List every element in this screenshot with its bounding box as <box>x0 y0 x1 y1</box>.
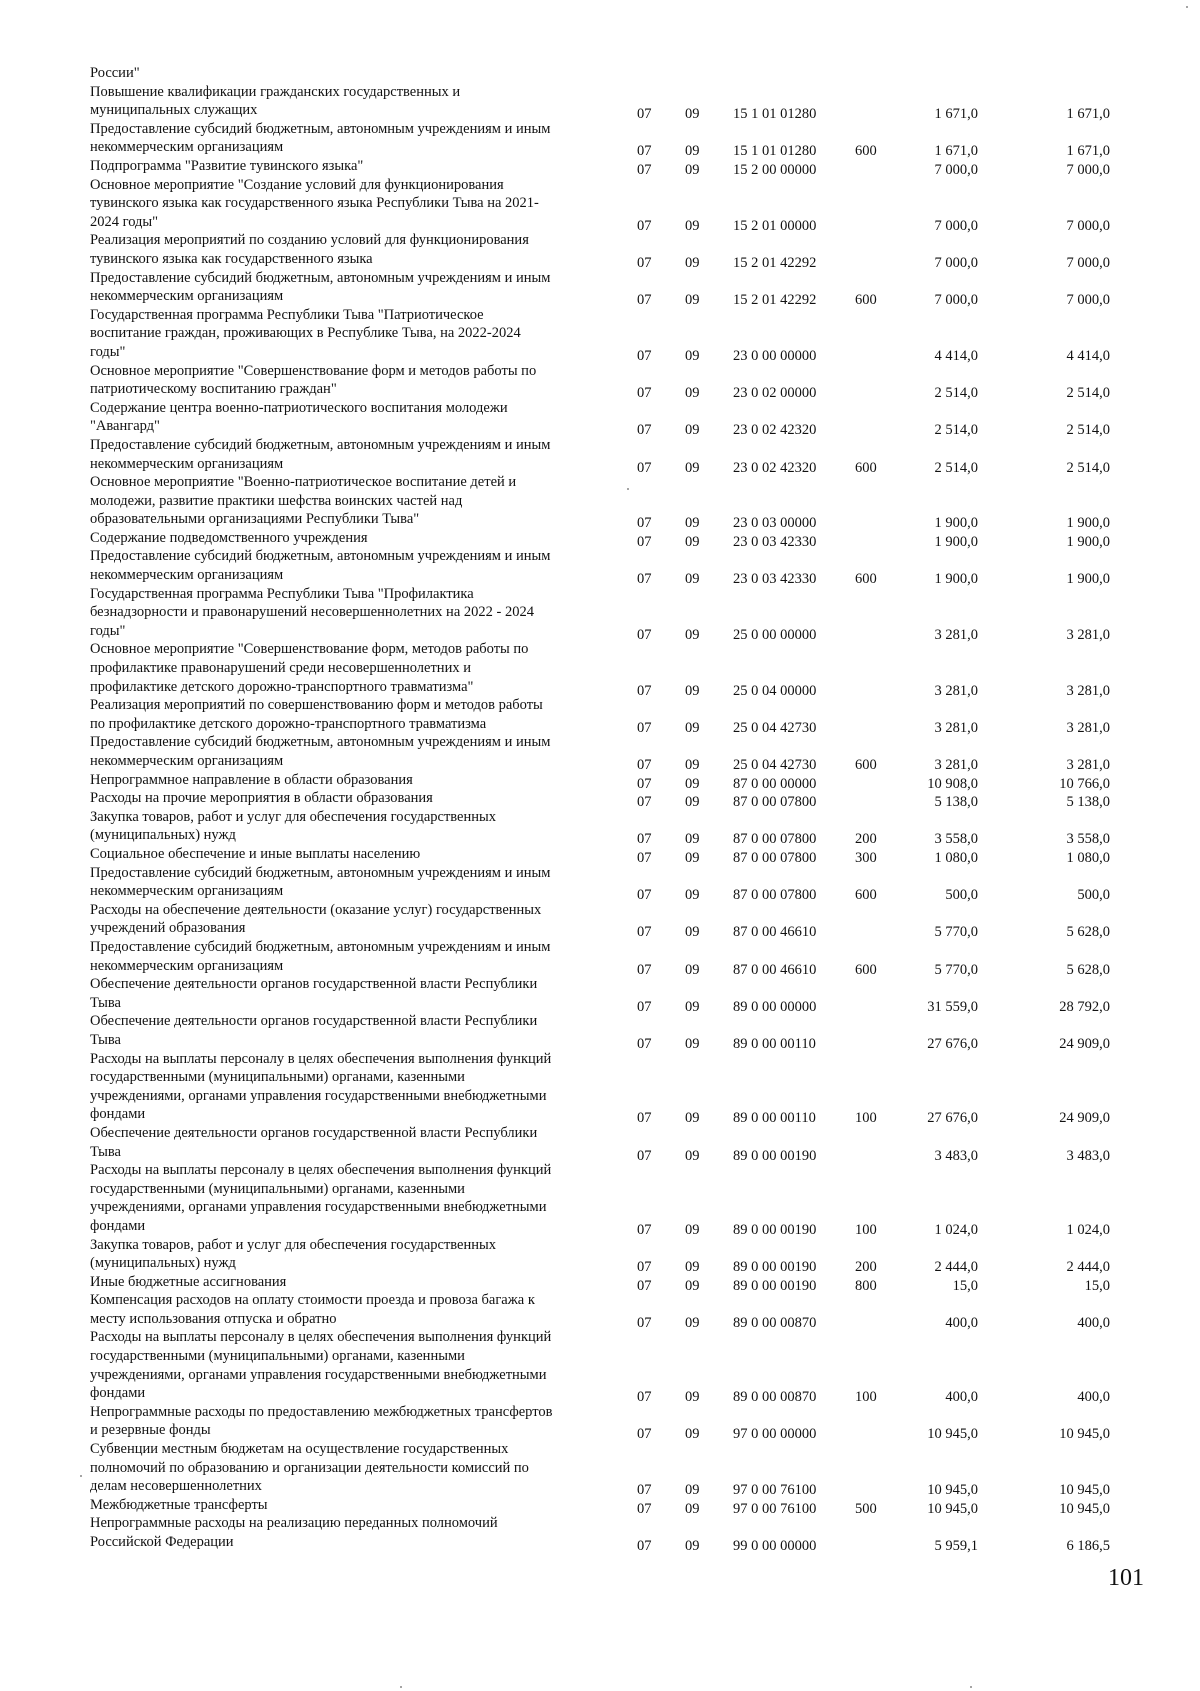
amount-year-2: 4 414,0 <box>1066 347 1110 364</box>
amount-year-1: 2 444,0 <box>934 1259 978 1276</box>
section-code: 07 <box>637 887 652 904</box>
subsection-code: 09 <box>685 626 700 643</box>
subsection-code: 09 <box>685 1147 700 1164</box>
subsection-code: 09 <box>685 887 700 904</box>
subsection-code: 09 <box>685 515 700 532</box>
table-row <box>0 83 1200 123</box>
row-name: Закупка товаров, работ и услуг для обеспечения государственных (муниципальных) нужд <box>90 808 497 844</box>
section-code: 07 <box>637 961 652 978</box>
amount-year-2: 3 281,0 <box>1066 626 1110 643</box>
subsection-code: 09 <box>685 571 700 588</box>
amount-year-1: 5 770,0 <box>934 961 978 978</box>
amount-year-1: 1 900,0 <box>934 533 978 550</box>
amount-year-2: 28 792,0 <box>1059 998 1110 1015</box>
table-row <box>0 1161 1200 1238</box>
target-article-code: 87 0 00 07800 <box>733 850 817 867</box>
row-name: Основное мероприятие "Совершенствование форм, методов работы по профилактике правонарушений среди несовершеннолетних и профилактике детского дорожно-транспортного травматизма" <box>90 641 529 695</box>
target-article-code: 89 0 00 00110 <box>733 1110 816 1127</box>
amount-year-2: 5 628,0 <box>1066 924 1110 941</box>
section-code: 07 <box>637 385 652 402</box>
target-article-code: 25 0 04 42730 <box>733 719 817 736</box>
table-row <box>0 473 1200 532</box>
subsection-code: 09 <box>685 961 700 978</box>
table-row <box>0 789 1200 811</box>
target-article-code: 97 0 00 76100 <box>733 1482 817 1499</box>
subsection-code: 09 <box>685 1221 700 1238</box>
row-name: Непрограммное направление в области образования <box>90 771 413 788</box>
expense-type-code: 300 <box>855 850 877 867</box>
table-row <box>0 157 1200 176</box>
table-row <box>0 120 1200 160</box>
page-number: 101 <box>1108 1565 1144 1591</box>
amount-year-1: 2 514,0 <box>934 385 978 402</box>
section-code: 07 <box>637 533 652 550</box>
target-article-code: 23 0 02 00000 <box>733 385 817 402</box>
table-row <box>0 1328 1200 1406</box>
row-name: Реализация мероприятий по совершенствованию форм и методов работы по профилактике детского дорожно-транспортного травматизма <box>90 697 543 732</box>
amount-year-2: 1 900,0 <box>1066 515 1110 532</box>
section-code: 07 <box>637 1110 652 1127</box>
section-code: 07 <box>637 1389 652 1406</box>
table-row <box>0 585 1200 641</box>
subsection-code: 09 <box>685 1277 700 1294</box>
subsection-code: 09 <box>685 924 700 941</box>
amount-year-1: 27 676,0 <box>927 1110 978 1127</box>
section-code: 07 <box>637 1426 652 1443</box>
amount-year-2: 3 281,0 <box>1066 682 1110 699</box>
row-name: Содержание центра военно-патриотического воспитания молодежи "Авангард" <box>90 399 508 435</box>
expense-type-code: 100 <box>855 1389 877 1406</box>
table-row <box>0 771 1200 790</box>
subsection-code: 09 <box>685 1259 700 1276</box>
expense-type-code: 600 <box>855 571 877 588</box>
amount-year-1: 5 959,1 <box>934 1538 978 1555</box>
target-article-code: 89 0 00 00190 <box>733 1277 817 1294</box>
section-code: 07 <box>637 1500 652 1517</box>
table-row <box>0 231 1200 271</box>
amount-year-2: 2 514,0 <box>1066 385 1110 402</box>
subsection-code: 09 <box>685 347 700 364</box>
section-code: 07 <box>637 161 652 178</box>
row-name: Расходы на выплаты персоналу в целях обеспечения выполнения функций государственными (муниципальными) органами, казенными учреждениями, органами управления государственными внебюджетными фондами <box>90 1329 552 1402</box>
amount-year-2: 1 671,0 <box>1066 106 1110 123</box>
target-article-code: 15 2 01 42292 <box>733 254 817 271</box>
row-name: Предоставление субсидий бюджетным, автономным учреждениям и иным некоммерческим организациям <box>90 269 551 305</box>
subsection-code: 09 <box>685 422 700 439</box>
amount-year-1: 7 000,0 <box>934 217 978 234</box>
subsection-code: 09 <box>685 161 700 178</box>
subsection-code: 09 <box>685 459 700 476</box>
subsection-code: 09 <box>685 831 700 848</box>
row-name: Предоставление субсидий бюджетным, автономным учреждениям и иным некоммерческим организациям <box>90 548 551 584</box>
target-article-code: 87 0 00 00000 <box>733 775 817 792</box>
subsection-code: 09 <box>685 719 700 736</box>
subsection-code: 09 <box>685 143 700 160</box>
amount-year-1: 2 514,0 <box>934 422 978 439</box>
row-name: Предоставление субсидий бюджетным, автономным учреждениям и иным некоммерческим организациям <box>90 734 551 770</box>
row-name: Повышение квалификации гражданских государственных и муниципальных служащих <box>90 83 461 119</box>
target-article-code: 89 0 00 00870 <box>733 1389 817 1406</box>
target-article-code: 23 0 03 42330 <box>733 571 817 588</box>
row-name: Предоставление субсидий бюджетным, автономным учреждениям и иным некоммерческим организациям <box>90 938 551 974</box>
target-article-code: 89 0 00 00110 <box>733 1035 816 1052</box>
amount-year-2: 10 945,0 <box>1059 1482 1110 1499</box>
section-code: 07 <box>637 850 652 867</box>
section-code: 07 <box>637 1035 652 1052</box>
row-name: Содержание подведомственного учреждения <box>90 529 368 546</box>
row-name: Предоставление субсидий бюджетным, автономным учреждениям и иным некоммерческим организациям <box>90 436 551 472</box>
table-row <box>0 1124 1200 1164</box>
row-name: Расходы на выплаты персоналу в целях обеспечения выполнения функций государственными (муниципальными) органами, казенными учреждениями, органами управления государственными внебюджетными фондами <box>90 1050 552 1123</box>
subsection-code: 09 <box>685 1314 700 1331</box>
section-code: 07 <box>637 217 652 234</box>
expense-type-code: 600 <box>855 961 877 978</box>
row-name: Непрограммные расходы на реализацию переданных полномочий Российской Федерации <box>90 1515 498 1551</box>
amount-year-1: 5 770,0 <box>934 924 978 941</box>
row-name: Иные бюджетные ассигнования <box>90 1273 287 1290</box>
amount-year-2: 24 909,0 <box>1059 1110 1110 1127</box>
expense-type-code: 500 <box>855 1500 877 1517</box>
row-name: России" <box>90 65 140 81</box>
target-article-code: 89 0 00 00190 <box>733 1259 817 1276</box>
amount-year-2: 15,0 <box>1084 1277 1110 1294</box>
amount-year-1: 3 483,0 <box>934 1147 978 1164</box>
row-name: Непрограммные расходы по предоставлению межбюджетных трансфертов и резервные фонды <box>90 1403 553 1439</box>
amount-year-2: 1 671,0 <box>1066 143 1110 160</box>
section-code: 07 <box>637 998 652 1015</box>
table-row <box>0 1440 1200 1499</box>
amount-year-2: 3 558,0 <box>1066 831 1110 848</box>
subsection-code: 09 <box>685 385 700 402</box>
section-code: 07 <box>637 106 652 123</box>
budget-table <box>0 64 1200 1555</box>
row-name: Межбюджетные трансферты <box>90 1496 268 1513</box>
amount-year-1: 15,0 <box>952 1277 978 1294</box>
amount-year-2: 5 628,0 <box>1066 961 1110 978</box>
subsection-code: 09 <box>685 1538 700 1555</box>
target-article-code: 87 0 00 07800 <box>733 794 817 811</box>
section-code: 07 <box>637 422 652 439</box>
expense-type-code: 600 <box>855 143 877 160</box>
amount-year-1: 1 671,0 <box>934 106 978 123</box>
table-row <box>0 864 1200 904</box>
target-article-code: 15 2 01 42292 <box>733 292 817 309</box>
amount-year-1: 10 945,0 <box>927 1482 978 1499</box>
expense-type-code: 200 <box>855 1259 877 1276</box>
amount-year-1: 27 676,0 <box>927 1035 978 1052</box>
table-row <box>0 176 1200 232</box>
row-name: Обеспечение деятельности органов государственной власти Республики Тыва <box>90 1124 538 1160</box>
amount-year-1: 3 281,0 <box>934 682 978 699</box>
table-row <box>0 1291 1200 1331</box>
section-code: 07 <box>637 924 652 941</box>
amount-year-1: 7 000,0 <box>934 254 978 271</box>
section-code: 07 <box>637 757 652 774</box>
section-code: 07 <box>637 1259 652 1276</box>
scan-speck <box>627 488 629 490</box>
amount-year-2: 2 514,0 <box>1066 422 1110 439</box>
section-code: 07 <box>637 143 652 160</box>
table-row <box>0 845 1200 867</box>
section-code: 07 <box>637 515 652 532</box>
section-code: 07 <box>637 1221 652 1238</box>
amount-year-1: 3 281,0 <box>934 626 978 643</box>
table-row <box>0 64 1200 83</box>
table-row <box>0 399 1200 439</box>
expense-type-code: 100 <box>855 1110 877 1127</box>
row-name: Основное мероприятие "Создание условий для функционирования тувинского языка как государственного языка Республики Тыва на 2021- 2024 годы" <box>90 176 539 230</box>
target-article-code: 89 0 00 00190 <box>733 1221 817 1238</box>
amount-year-2: 3 483,0 <box>1066 1147 1110 1164</box>
table-row <box>0 306 1200 362</box>
row-name: Расходы на обеспечение деятельности (оказание услуг) государственных учреждений образования <box>90 901 542 937</box>
target-article-code: 87 0 00 07800 <box>733 887 817 904</box>
table-row <box>0 733 1200 774</box>
amount-year-1: 1 024,0 <box>934 1221 978 1238</box>
row-name: Социальное обеспечение и иные выплаты населению <box>90 846 421 863</box>
amount-year-1: 400,0 <box>945 1314 978 1331</box>
amount-year-1: 1 080,0 <box>934 850 978 867</box>
subsection-code: 09 <box>685 794 700 811</box>
table-row <box>0 269 1200 309</box>
table-row <box>0 808 1200 848</box>
table-row <box>0 1273 1200 1292</box>
table-row <box>0 436 1200 476</box>
subsection-code: 09 <box>685 998 700 1015</box>
amount-year-1: 10 945,0 <box>927 1500 978 1517</box>
row-name: Государственная программа Республики Тыва "Патриотическое воспитание граждан, проживающих в Республике Тыва, на 2022-2024 годы" <box>90 306 521 360</box>
amount-year-1: 1 900,0 <box>934 515 978 532</box>
subsection-code: 09 <box>685 1426 700 1443</box>
row-name: Расходы на прочие мероприятия в области образования <box>90 790 433 807</box>
table-row <box>0 1236 1200 1276</box>
subsection-code: 09 <box>685 533 700 550</box>
expense-type-code: 100 <box>855 1221 877 1238</box>
amount-year-2: 5 138,0 <box>1066 794 1110 811</box>
row-name: Реализация мероприятий по созданию условий для функционирования тувинского языка как государственного языка <box>90 232 529 267</box>
target-article-code: 15 1 01 01280 <box>733 106 817 123</box>
amount-year-2: 1 900,0 <box>1066 533 1110 550</box>
section-code: 07 <box>637 1482 652 1499</box>
subsection-code: 09 <box>685 1482 700 1499</box>
section-code: 07 <box>637 775 652 792</box>
target-article-code: 97 0 00 76100 <box>733 1500 817 1517</box>
amount-year-1: 500,0 <box>945 887 978 904</box>
row-name: Государственная программа Республики Тыва "Профилактика безнадзорности и правонарушений несовершеннолетних на 2022 - 2024 годы" <box>90 585 534 639</box>
table-row <box>0 1514 1200 1555</box>
scan-speck <box>400 1686 402 1688</box>
amount-year-2: 3 281,0 <box>1066 757 1110 774</box>
amount-year-2: 2 444,0 <box>1066 1259 1110 1276</box>
amount-year-2: 500,0 <box>1077 887 1110 904</box>
expense-type-code: 600 <box>855 459 877 476</box>
table-row <box>0 1496 1200 1515</box>
target-article-code: 15 2 00 00000 <box>733 161 817 178</box>
amount-year-2: 1 900,0 <box>1066 571 1110 588</box>
subsection-code: 09 <box>685 292 700 309</box>
target-article-code: 89 0 00 00000 <box>733 998 817 1015</box>
table-row <box>0 1012 1200 1052</box>
row-name: Предоставление субсидий бюджетным, автономным учреждениям и иным некоммерческим организациям <box>90 120 551 156</box>
amount-year-1: 10 908,0 <box>927 775 978 792</box>
amount-year-2: 400,0 <box>1077 1314 1110 1331</box>
table-row <box>0 529 1200 548</box>
table-row <box>0 1403 1200 1443</box>
scan-speck <box>1186 6 1188 8</box>
target-article-code: 25 0 04 42730 <box>733 757 817 774</box>
target-article-code: 23 0 02 42320 <box>733 422 817 439</box>
scan-speck <box>970 1686 972 1688</box>
section-code: 07 <box>637 347 652 364</box>
target-article-code: 23 0 02 42320 <box>733 459 817 476</box>
subsection-code: 09 <box>685 106 700 123</box>
subsection-code: 09 <box>685 757 700 774</box>
subsection-code: 09 <box>685 217 700 234</box>
amount-year-1: 5 138,0 <box>934 794 978 811</box>
section-code: 07 <box>637 1538 652 1555</box>
scan-speck <box>80 1475 82 1477</box>
subsection-code: 09 <box>685 1500 700 1517</box>
amount-year-1: 3 281,0 <box>934 719 978 736</box>
subsection-code: 09 <box>685 850 700 867</box>
section-code: 07 <box>637 459 652 476</box>
target-article-code: 97 0 00 00000 <box>733 1426 817 1443</box>
table-row <box>0 938 1200 978</box>
amount-year-2: 7 000,0 <box>1066 254 1110 271</box>
table-row <box>0 975 1200 1015</box>
subsection-code: 09 <box>685 1035 700 1052</box>
amount-year-1: 7 000,0 <box>934 292 978 309</box>
target-article-code: 25 0 00 00000 <box>733 626 817 643</box>
amount-year-2: 3 281,0 <box>1066 719 1110 736</box>
amount-year-2: 2 514,0 <box>1066 459 1110 476</box>
amount-year-1: 10 945,0 <box>927 1426 978 1443</box>
section-code: 07 <box>637 1147 652 1164</box>
target-article-code: 23 0 03 42330 <box>733 533 817 550</box>
section-code: 07 <box>637 1277 652 1294</box>
amount-year-1: 2 514,0 <box>934 459 978 476</box>
subsection-code: 09 <box>685 254 700 271</box>
row-name: Обеспечение деятельности органов государственной власти Республики Тыва <box>90 976 538 1011</box>
expense-type-code: 600 <box>855 757 877 774</box>
row-name: Закупка товаров, работ и услуг для обеспечения государственных (муниципальных) нужд <box>90 1236 497 1272</box>
section-code: 07 <box>637 571 652 588</box>
amount-year-2: 10 766,0 <box>1059 775 1110 792</box>
amount-year-1: 3 281,0 <box>934 757 978 774</box>
subsection-code: 09 <box>685 775 700 792</box>
target-article-code: 25 0 04 00000 <box>733 682 817 699</box>
amount-year-2: 1 080,0 <box>1066 850 1110 867</box>
amount-year-1: 1 671,0 <box>934 143 978 160</box>
row-name: Расходы на выплаты персоналу в целях обеспечения выполнения функций государственными (муниципальными) органами, казенными учреждениями, органами управления государственными внебюджетными фондами <box>90 1162 552 1234</box>
table-row <box>0 1050 1200 1127</box>
expense-type-code: 800 <box>855 1277 877 1294</box>
expense-type-code: 600 <box>855 887 877 904</box>
target-article-code: 89 0 00 00870 <box>733 1314 817 1331</box>
row-name: Обеспечение деятельности органов государственной власти Республики Тыва <box>90 1013 538 1048</box>
subsection-code: 09 <box>685 1110 700 1127</box>
target-article-code: 87 0 00 46610 <box>733 924 817 941</box>
amount-year-1: 7 000,0 <box>934 161 978 178</box>
amount-year-1: 400,0 <box>945 1389 978 1406</box>
amount-year-2: 6 186,5 <box>1066 1538 1110 1555</box>
target-article-code: 87 0 00 07800 <box>733 831 817 848</box>
amount-year-1: 3 558,0 <box>934 831 978 848</box>
row-name: Субвенции местным бюджетам на осуществление государственных полномочий по образованию и организации деятельности комиссий по делам несовершеннолетних <box>90 1441 529 1495</box>
table-row <box>0 640 1200 699</box>
target-article-code: 23 0 03 00000 <box>733 515 817 532</box>
table-row <box>0 547 1200 588</box>
table-row <box>0 901 1200 941</box>
amount-year-1: 1 900,0 <box>934 571 978 588</box>
amount-year-2: 10 945,0 <box>1059 1500 1110 1517</box>
row-name: Основное мероприятие "Совершенствование форм и методов работы по патриотическому воспитанию граждан" <box>90 362 537 398</box>
expense-type-code: 600 <box>855 292 877 309</box>
expense-type-code: 200 <box>855 831 877 848</box>
row-name: Подпрограмма "Развитие тувинского языка" <box>90 157 364 174</box>
amount-year-2: 24 909,0 <box>1059 1035 1110 1052</box>
section-code: 07 <box>637 794 652 811</box>
amount-year-2: 7 000,0 <box>1066 292 1110 309</box>
target-article-code: 89 0 00 00190 <box>733 1147 817 1164</box>
amount-year-2: 7 000,0 <box>1066 217 1110 234</box>
amount-year-2: 7 000,0 <box>1066 161 1110 178</box>
amount-year-2: 400,0 <box>1077 1389 1110 1406</box>
table-row <box>0 362 1200 402</box>
section-code: 07 <box>637 682 652 699</box>
subsection-code: 09 <box>685 682 700 699</box>
section-code: 07 <box>637 1314 652 1331</box>
target-article-code: 99 0 00 00000 <box>733 1538 817 1555</box>
target-article-code: 23 0 00 00000 <box>733 347 817 364</box>
amount-year-2: 10 945,0 <box>1059 1426 1110 1443</box>
amount-year-1: 31 559,0 <box>927 998 978 1015</box>
subsection-code: 09 <box>685 1389 700 1406</box>
table-row <box>0 696 1200 736</box>
section-code: 07 <box>637 626 652 643</box>
row-name: Компенсация расходов на оплату стоимости проезда и провоза багажа к месту использования отпуска и обратно <box>90 1292 535 1327</box>
amount-year-2: 1 024,0 <box>1066 1221 1110 1238</box>
section-code: 07 <box>637 719 652 736</box>
target-article-code: 87 0 00 46610 <box>733 961 817 978</box>
target-article-code: 15 2 01 00000 <box>733 217 817 234</box>
section-code: 07 <box>637 254 652 271</box>
target-article-code: 15 1 01 01280 <box>733 143 817 160</box>
section-code: 07 <box>637 292 652 309</box>
row-name: Предоставление субсидий бюджетным, автономным учреждениям и иным некоммерческим организациям <box>90 864 551 900</box>
row-name: Основное мероприятие "Военно-патриотическое воспитание детей и молодежи, развитие практики шефства воинских частей над образовательными организациями Республики Тыва" <box>90 474 517 528</box>
section-code: 07 <box>637 831 652 848</box>
amount-year-1: 4 414,0 <box>934 347 978 364</box>
